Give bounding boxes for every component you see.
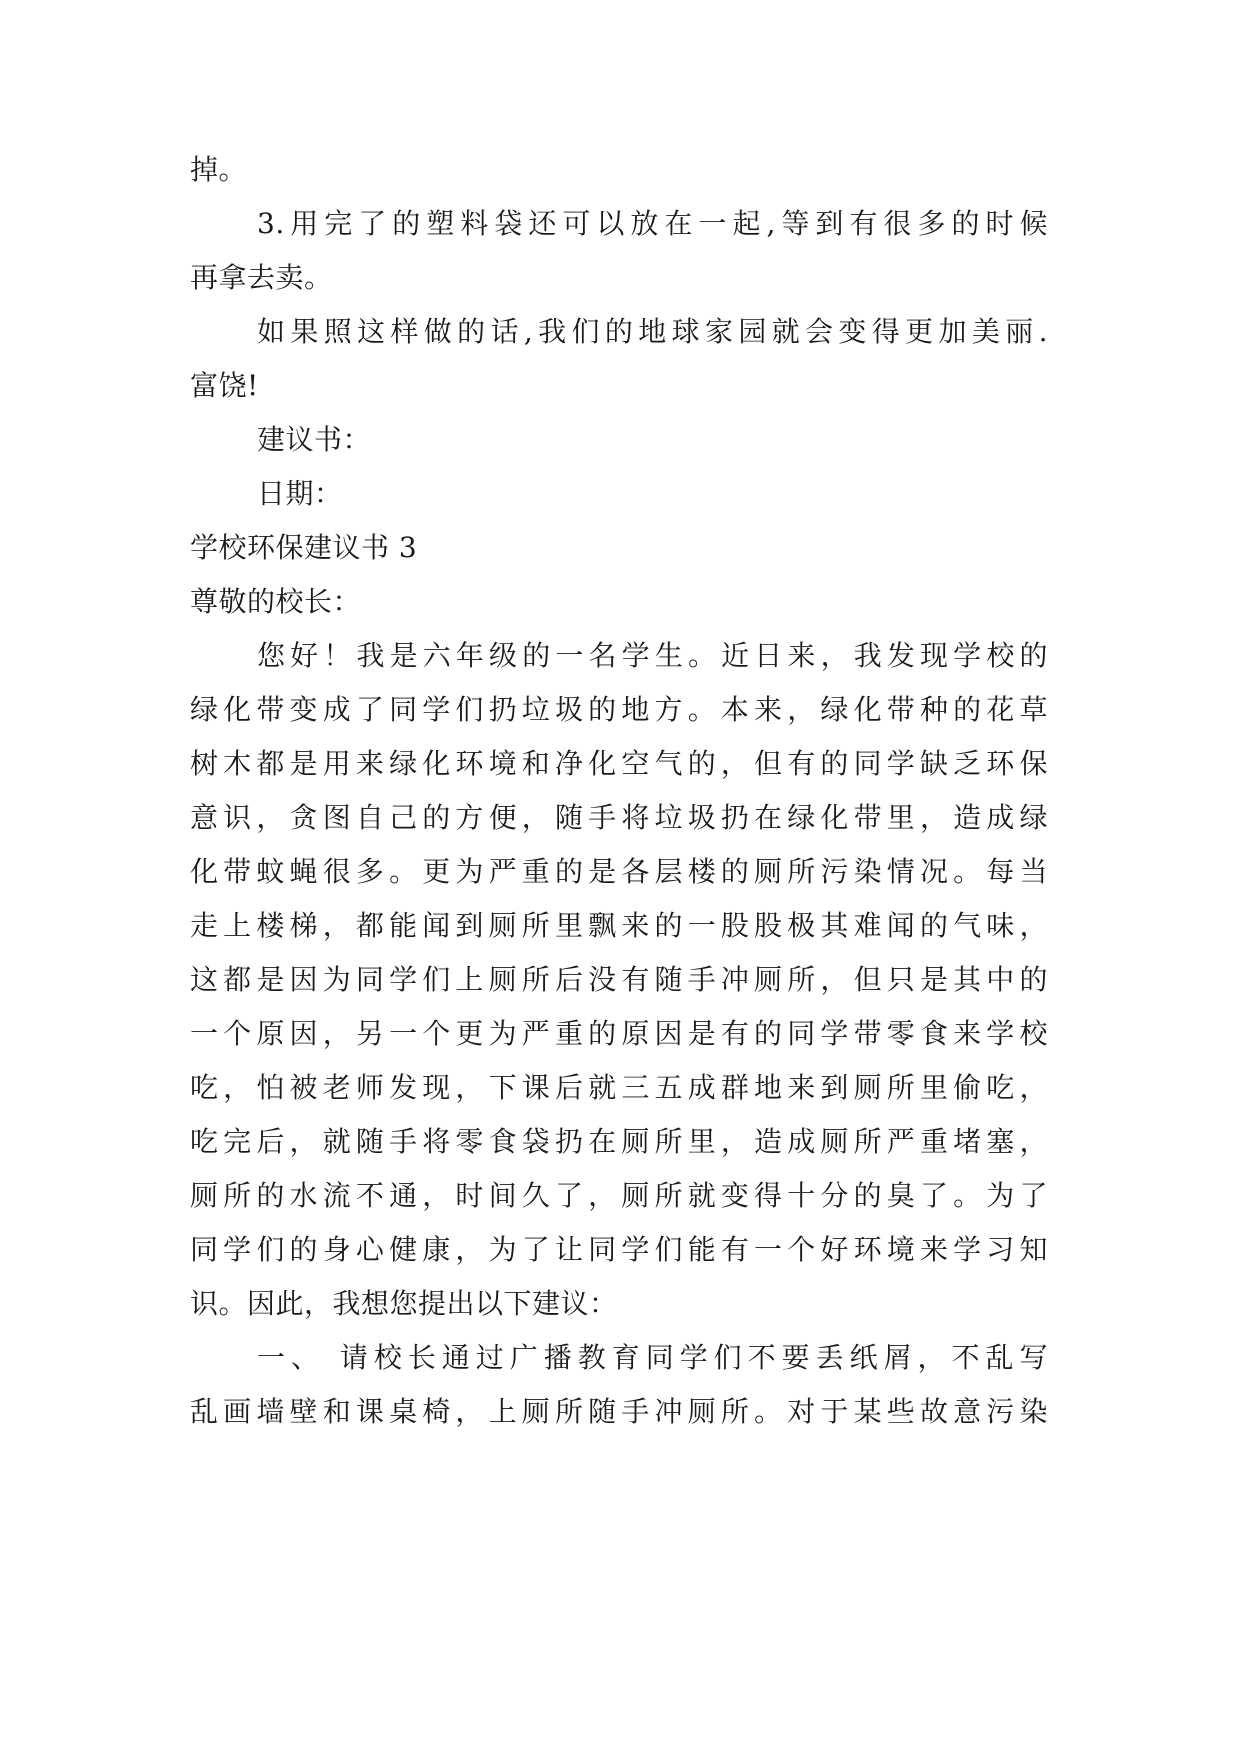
text-line: 再拿去卖。 [190,261,333,294]
text-line: 识。因此，我想您提出以下建议： [190,1287,618,1320]
text-line: 如果照这样做的话,我们的地球家园就会变得更加美丽. [257,315,1048,348]
text-line: 您好！我是六年级的一名学生。近日来，我发现学校的 [257,639,1048,672]
text-line: 绿化带变成了同学们扔垃圾的地方。本来，绿化带种的花草 [190,693,1048,726]
text-line: 乱画墙壁和课桌椅，上厕所随手冲厕所。对于某些故意污染 [190,1395,1048,1428]
text-line: 吃，怕被老师发现，下课后就三五成群地来到厕所里偷吃， [190,1071,1048,1104]
text-line: 建议书： [257,423,372,456]
text-line: 掉。 [190,153,248,186]
text-line: 一个原因，另一个更为严重的原因是有的同学带零食来学校 [190,1017,1048,1050]
text-line: 厕所的水流不通，时间久了，厕所就变得十分的臭了。为了 [190,1179,1048,1212]
text-line: 同学们的身心健康，为了让同学们能有一个好环境来学习知 [190,1233,1048,1266]
section-heading: 学校环保建议书 3 [190,531,418,564]
text-line: 树木都是用来绿化环境和净化空气的，但有的同学缺乏环保 [190,747,1048,780]
text-line: 日期： [257,477,343,510]
text-line: 这都是因为同学们上厕所后没有随手冲厕所，但只是其中的 [190,963,1048,996]
salutation: 尊敬的校长： [190,585,362,618]
text-line: 走上楼梯，都能闻到厕所里飘来的一股股极其难闻的气味， [190,909,1048,942]
text-line: 一、 请校长通过广播教育同学们不要丢纸屑，不乱写 [257,1341,1048,1374]
text-line: 化带蚊蝇很多。更为严重的是各层楼的厕所污染情况。每当 [190,855,1048,888]
text-line: 富饶! [190,369,259,402]
text-line: 意识，贪图自己的方便，随手将垃圾扔在绿化带里，造成绿 [190,801,1048,834]
text-line: 吃完后，就随手将零食袋扔在厕所里，造成厕所严重堵塞， [190,1125,1048,1158]
text-line: 3.用完了的塑料袋还可以放在一起,等到有很多的时候 [257,207,1048,240]
